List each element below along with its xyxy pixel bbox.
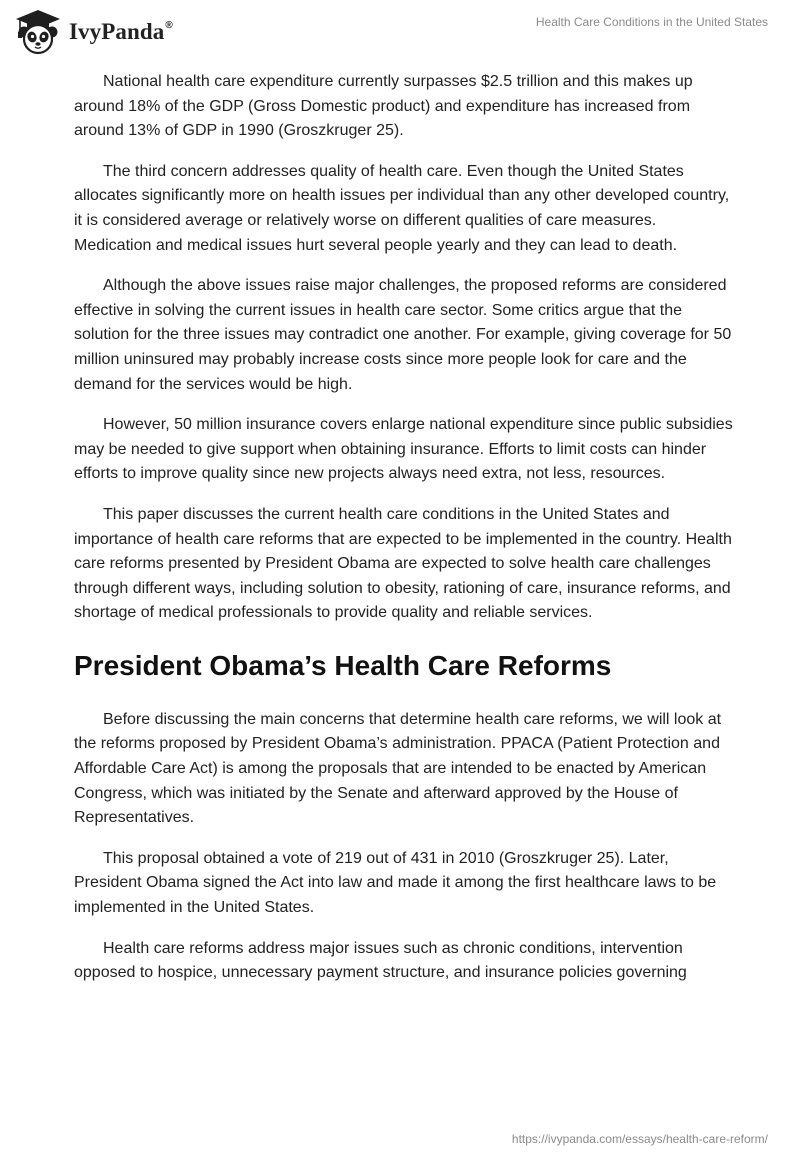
paragraph: The third concern addresses quality of health care. Even though the United States allocates significantly more on health issues per individual than any other developed country, it is considered average or relatively worse on different qualities of care measures. Medication and medical issues hurt several people yearly and they can lead to death. [74,162,730,254]
registered-mark: ® [165,20,173,31]
logo-wordmark [69,19,173,45]
document-title: Health Care Conditions in the United States [535,15,768,29]
section-heading: President Obama’s Health Care Reforms [74,649,612,681]
panda-graduation-cap-icon [13,9,63,55]
paragraph: However, 50 million insurance covers enlarge national expenditure since public subsidies may be needed to give support when obtaining insurance. Efforts to limit costs can hinder efforts to improve quality since new projects always need extra, not less, resources. [74,416,733,483]
essay-body [74,70,734,1002]
paragraph: Health care reforms address major issues such as chronic conditions, intervention opposed to hospice, unnecessary payment structure, and insurance policies governing [74,939,687,982]
paragraph: National health care expenditure currently surpasses $2.5 trillion and this makes up around 18% of the GDP (Gross Domestic product) and expenditure has increased from around 13% of GDP in 1990 (Groszkruger 25). [74,73,693,140]
paragraph: This paper discusses the current health care conditions in the United States and importance of health care reforms that are expected to be implemented in the country. Health care reforms presented by President Obama are expected to solve health care challenges through different ways, including solution to obesity, rationing of care, insurance reforms, and shortage of medical professionals to provide quality and reliable services. [74,505,732,622]
ivypanda-logo[interactable] [13,9,173,55]
paragraph: This proposal obtained a vote of 219 out of 431 in 2010 (Groszkruger 25). Later, President Obama signed the Act into law and made it among the first healthcare laws to be implemented in the United States. [74,849,717,917]
paragraph: Before discussing the main concerns that determine health care reforms, we will look at the reforms proposed by President Obama’s administration. PPACA (Patient Protection and Affordable Care Act) is among the proposals that are intended to be enacted by American Congress, which was initiated by the Senate and afterward approved by the House of Representatives. [74,710,722,827]
paragraph: Although the above issues raise major challenges, the proposed reforms are considered effective in solving the current issues in health care sector. Some critics argue that the solution for the three issues may contradict one another. For example, giving coverage for 50 million uninsured may probably increase costs since more people look for care and the demand for the services would be high. [74,277,732,393]
page-header [0,0,800,64]
source-url[interactable]: https://ivypanda.com/essays/health-care-reform/ [511,1132,768,1146]
logo-name: IvyPanda [69,19,165,44]
